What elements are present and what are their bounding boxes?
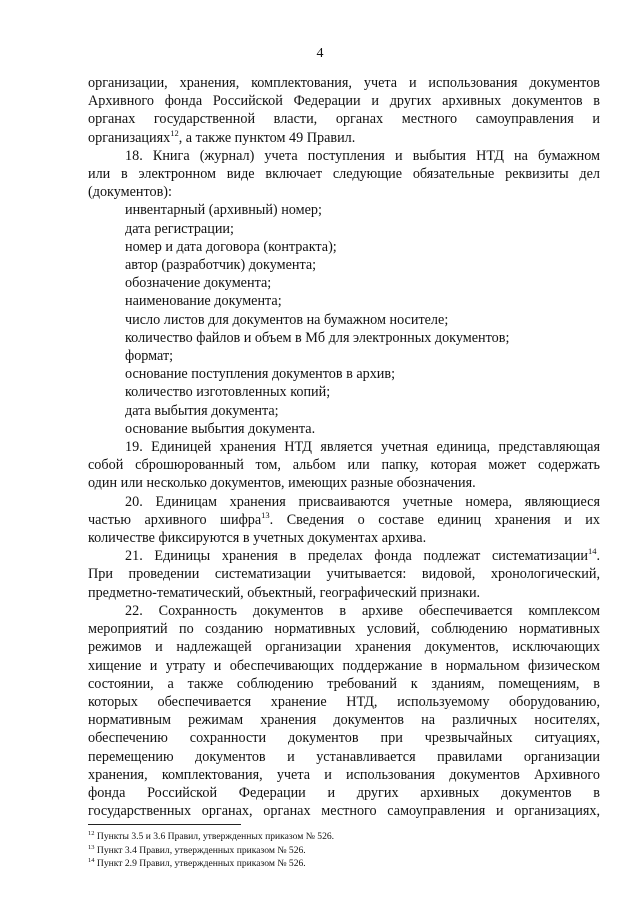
paragraph-22-line: режимов и надлежащей организации хранения документов, исключающих (88, 639, 600, 656)
paragraph-18-line: 18. Книга (журнал) учета поступления и выбытия НТД на бумажном (125, 147, 600, 164)
paragraph-19-line: собой сброшюрованный том, альбом или папку, которая может содержать (88, 457, 600, 474)
footnote-ref-14: 14 (587, 546, 597, 557)
text-fragment: , а также пунктом 49 Правил. (178, 129, 356, 146)
requisite-item: номер и дата договора (контракта); (125, 238, 337, 255)
requisite-item: основание поступления документов в архив; (125, 366, 396, 383)
paragraph-22-line: хищение и утрату и обеспечивающих поддержание в нормальном физическом (88, 657, 600, 674)
paragraph-22-line: состоянии, а также соблюдению требований к зданиям, помещениям, в (88, 675, 600, 692)
text-line: органах государственной власти, органах местного самоуправления и (88, 111, 600, 128)
paragraph-18-line: или в электронном виде включает следующие обязательные реквизиты дел (88, 166, 600, 183)
paragraph-22-line: государственных органах, органах местного самоуправления и организациях, (88, 803, 600, 820)
paragraph-22-line: хранения, комплектования, учета и использования документов Архивного (88, 766, 600, 783)
paragraph-22-line: обеспечению сохранности документов при чрезвычайных ситуациях, (88, 730, 600, 747)
requisite-item: инвентарный (архивный) номер; (125, 202, 322, 219)
footnote-13 (88, 844, 600, 858)
text-line: Архивного фонда Российской Федерации и других архивных документов в (88, 93, 600, 110)
page-number: 4 (316, 46, 324, 61)
text-line (88, 129, 600, 147)
requisite-item: дата регистрации; (125, 220, 234, 237)
text-fragment: 21. Единицы хранения в пределах фонда подлежат систематизации (125, 548, 588, 565)
footnote-number: 14 (88, 857, 95, 864)
footnote-ref-12: 12 (170, 127, 179, 138)
footnote-number: 12 (88, 830, 95, 837)
paragraph-22-line: мероприятий по созданию нормативных условий, соблюдению нормативных (88, 621, 600, 638)
paragraph-18-line: (документов): (88, 184, 172, 201)
requisite-item: число листов для документов на бумажном носителе; (125, 311, 449, 328)
requisite-item: автор (разработчик) документа; (125, 257, 317, 274)
footnote-number: 13 (88, 843, 95, 851)
footnote-12 (88, 830, 600, 844)
paragraph-21-line (88, 547, 600, 565)
footnote-separator (88, 824, 241, 825)
paragraph-22-line: фонда Российской Федерации и других архивных документов в (88, 784, 600, 801)
paragraph-21-line: При проведении систематизации учитывается: видовой, хронологический, (88, 566, 600, 583)
document-body (88, 74, 600, 820)
footnote-text: Пункты 3.5 и 3.6 Правил, утвержденных приказом № 526. (94, 831, 335, 842)
paragraph-19-line: один или несколько документов, имеющих разные обозначения. (88, 475, 476, 492)
paragraph-22-line: 22. Сохранность документов в архиве обеспечивается комплексом (125, 602, 600, 619)
footnotes (88, 830, 600, 871)
paragraph-20-line (88, 511, 600, 529)
requisite-item: наименование документа; (125, 293, 282, 310)
requisite-item: основание выбытия документа. (125, 420, 316, 437)
requisite-item: дата выбытия документа; (125, 402, 279, 419)
footnote-ref-13: 13 (261, 509, 270, 520)
footnote-text: Пункт 2.9 Правил, утвержденных приказом № 526. (94, 858, 306, 869)
footnote-14 (88, 857, 600, 871)
paragraph-20-line: 20. Единицам хранения присваиваются учетные номера, являющиеся (125, 493, 600, 510)
paragraph-22-line: которых обеспечивается хранение НТД, используемому оборудованию, (88, 693, 600, 710)
text-fragment: организациях (88, 129, 171, 146)
text-fragment: . (596, 548, 600, 565)
paragraph-22-line: нормативным режимам хранения документов на различных носителях, (88, 712, 600, 729)
footnote-text: Пункт 3.4 Правил, утвержденных приказом № 526. (94, 844, 306, 856)
paragraph-19-line: 19. Единицей хранения НТД является учетная единица, представляющая (125, 439, 600, 456)
paragraph-22-line: перемещению документов и устанавливается правилами организации (88, 748, 600, 765)
requisite-item: количество файлов и объем в Мб для электронных документов; (125, 329, 510, 346)
requisite-item: формат; (125, 348, 174, 365)
requisite-item: обозначение документа; (125, 275, 272, 292)
paragraph-20-line: количестве фиксируются в учетных документах архива. (88, 530, 427, 547)
paragraph-21-line: предметно-тематический, объектный, географический признаки. (88, 584, 481, 601)
text-fragment: частью архивного шифра (88, 511, 262, 528)
text-line: организации, хранения, комплектования, учета и использования документов (88, 75, 600, 91)
requisite-item: количество изготовленных копий; (125, 384, 331, 401)
text-fragment: . Сведения о составе единиц хранения и их (269, 511, 600, 528)
